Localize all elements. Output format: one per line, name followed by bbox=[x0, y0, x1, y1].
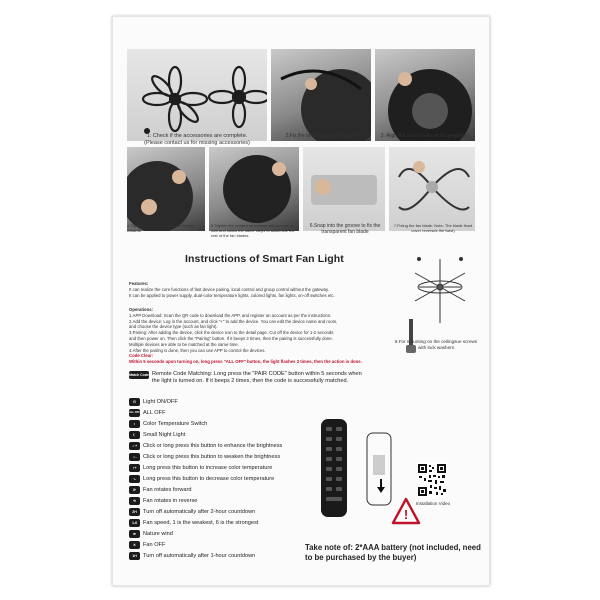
tighten-screws-photo bbox=[127, 147, 205, 231]
fan-blades-illustration bbox=[127, 49, 267, 141]
button-row-2h-timer bbox=[129, 507, 255, 516]
step-3-caption: 3: Align the screw holes in the pegboard bbox=[380, 133, 470, 139]
step-1-text: 1: Check if the accessories are complete. bbox=[146, 133, 248, 139]
button-desc: Fan rotates forward bbox=[143, 486, 192, 493]
features-line: It can be applied to power supply, dual-color temperature lights, colored lights, fan lights, on-off switches etc. bbox=[129, 292, 335, 298]
operations-block bbox=[129, 307, 399, 365]
button-row-color-temp bbox=[129, 419, 207, 428]
button-row-brightness-up bbox=[129, 441, 282, 450]
fix-fan-blade-photo bbox=[389, 147, 475, 231]
brightness-up-icon: ☼+ bbox=[129, 442, 140, 450]
button-desc: Long press this button to increase color temperature bbox=[143, 464, 273, 471]
power-icon: ⏻ bbox=[129, 398, 140, 406]
button-desc: Fan rotates in reverse bbox=[143, 497, 198, 504]
fan-speed-icon: 1-6 bbox=[129, 519, 140, 527]
button-row-fan-reverse bbox=[129, 496, 197, 505]
fan-off-icon: ✕ bbox=[129, 541, 140, 549]
snap-groove-photo bbox=[303, 147, 385, 231]
button-row-1h-timer bbox=[129, 551, 255, 560]
features-heading: Features: bbox=[129, 281, 149, 286]
button-desc: Light ON/OFF bbox=[143, 398, 178, 405]
operations-line: 4.After the pairing is done, then you can use APP to control the devices. bbox=[129, 347, 266, 353]
code-clear-heading: Code Clear: bbox=[129, 353, 154, 359]
temperature-up-icon: ◑+ bbox=[129, 464, 140, 472]
button-desc: Turn off automatically after 2-hour countdown bbox=[143, 508, 256, 515]
fan-forward-icon: ⟳ bbox=[129, 486, 140, 494]
operations-line: and choose the device type (such as fan light). bbox=[129, 324, 218, 330]
button-row-night-light bbox=[129, 430, 185, 439]
step-7-caption: 7.Fixing the fan blade: Note: The blade fixed cover reverses the twist) bbox=[393, 223, 473, 233]
remote-code-text: Remote Code Matching: Long press the "PAIR CODE" button within 5 seconds when the light is turned on. If it beeps 2 times, then the code is successfully matched. bbox=[152, 371, 362, 384]
step-4-caption: 4 Tighten the screws of the fan blades inwards bbox=[127, 223, 195, 233]
step-6-caption: 6.Snap into the groove to fix the transparent fan blade bbox=[309, 223, 381, 235]
button-row-fan-speed bbox=[129, 518, 258, 527]
peripheral-screws-photo bbox=[209, 147, 299, 231]
button-desc: Fan OFF bbox=[143, 541, 166, 548]
code-clear-line: Within 5 seconds upon turning on, long press "ALL OFF" button, the light flashes 2 times, then the action is done. bbox=[129, 359, 362, 365]
qr-code[interactable] bbox=[417, 463, 447, 497]
operations-heading: Operations: bbox=[129, 307, 154, 312]
step-2-caption: 2:Fix the fan blades with screws bbox=[285, 133, 357, 139]
timer-2h-icon: 2H bbox=[129, 508, 140, 516]
pegboard-photo bbox=[375, 49, 475, 141]
button-desc: Click or long press this button to weaken the brightness bbox=[143, 453, 281, 460]
warning-mark: ! bbox=[403, 507, 409, 522]
button-desc: Fan speed, 1 is the weakest, 6 is the strongest bbox=[143, 519, 259, 526]
night-light-icon: ☾ bbox=[129, 431, 140, 439]
brightness-down-icon: ☼- bbox=[129, 453, 140, 461]
button-row-brightness-down bbox=[129, 452, 280, 461]
features-line: It can realize the core functions of fast device pairing, local control and group control without the gateway. bbox=[129, 286, 330, 292]
button-desc: Small Night Light bbox=[143, 431, 186, 438]
operations-line: and then power on. Then click the "Pairing" button. If it beeps 2 times, then the pairing is successfully done. bbox=[129, 335, 333, 341]
warning-icon bbox=[391, 497, 421, 525]
fix-blades-photo bbox=[271, 49, 371, 141]
instruction-sheet bbox=[112, 16, 490, 586]
battery-note: Take note of: 2*AAA battery (not included, need to be purchased by the buyer) bbox=[305, 543, 481, 562]
fan-reverse-icon: ⟲ bbox=[129, 497, 140, 505]
operations-line: 2.Add the device: Log in the account, and click "+" to add the device. You can edit the device name and room, bbox=[129, 318, 338, 324]
remote-control-illustration bbox=[317, 417, 351, 521]
qr-code-pattern bbox=[417, 463, 447, 497]
button-desc: ALL OFF bbox=[143, 409, 166, 416]
qr-code-label: Installation Video bbox=[415, 501, 451, 506]
color-temperature-icon: ◐ bbox=[129, 420, 140, 428]
button-row-all-off bbox=[129, 408, 165, 417]
step-5-caption: 5 Tighten the peripheral screws with screws as well and follow the same steps to assemble the rest of the fan blades. bbox=[211, 223, 295, 238]
accessories-photo bbox=[127, 49, 267, 141]
remote-code-row bbox=[129, 371, 362, 385]
button-row-nature-wind bbox=[129, 529, 173, 538]
button-row-fan-forward bbox=[129, 485, 192, 494]
button-desc: Turn off automatically after 1-hour countdown bbox=[143, 552, 256, 559]
timer-1h-icon: 1H bbox=[129, 552, 140, 560]
step-8-caption: 8.For mounting on the ceilingsue screws with lock washers bbox=[394, 339, 478, 350]
operations-line: 1.APP Download: Scan the QR code to download the APP, and register an account as per the instructions. bbox=[129, 312, 332, 318]
button-row-light-onoff bbox=[129, 397, 178, 406]
button-row-temp-down bbox=[129, 474, 274, 483]
button-desc: Nature wind bbox=[143, 530, 173, 537]
button-row-temp-up bbox=[129, 463, 272, 472]
operations-line: Multiple devices are able to be matched at the same time. bbox=[129, 341, 239, 347]
operations-line: 3.Pairing: After adding the device, click the device icon to the detail page. Cut off the device for 1-2 seconds bbox=[129, 330, 334, 336]
temperature-down-icon: ◑- bbox=[129, 475, 140, 483]
button-desc: Color Temperature Switch bbox=[143, 420, 208, 427]
features-block bbox=[129, 281, 399, 298]
match-code-icon: Match Code bbox=[129, 373, 149, 377]
nature-wind-icon: ≋ bbox=[129, 530, 140, 538]
step-1-note: (Please contact us for missing accessories) bbox=[144, 139, 250, 146]
button-desc: Click or long press this button to enhance the brightness bbox=[143, 442, 283, 449]
button-desc: Long press this button to decrease color temperature bbox=[143, 475, 275, 482]
page-title: Instructions of Smart Fan Light bbox=[185, 253, 344, 265]
all-off-icon: ALL OFF bbox=[129, 409, 140, 417]
screw-detail-illustration bbox=[401, 317, 421, 357]
button-row-fan-off bbox=[129, 540, 165, 549]
step-1-caption bbox=[127, 133, 267, 146]
